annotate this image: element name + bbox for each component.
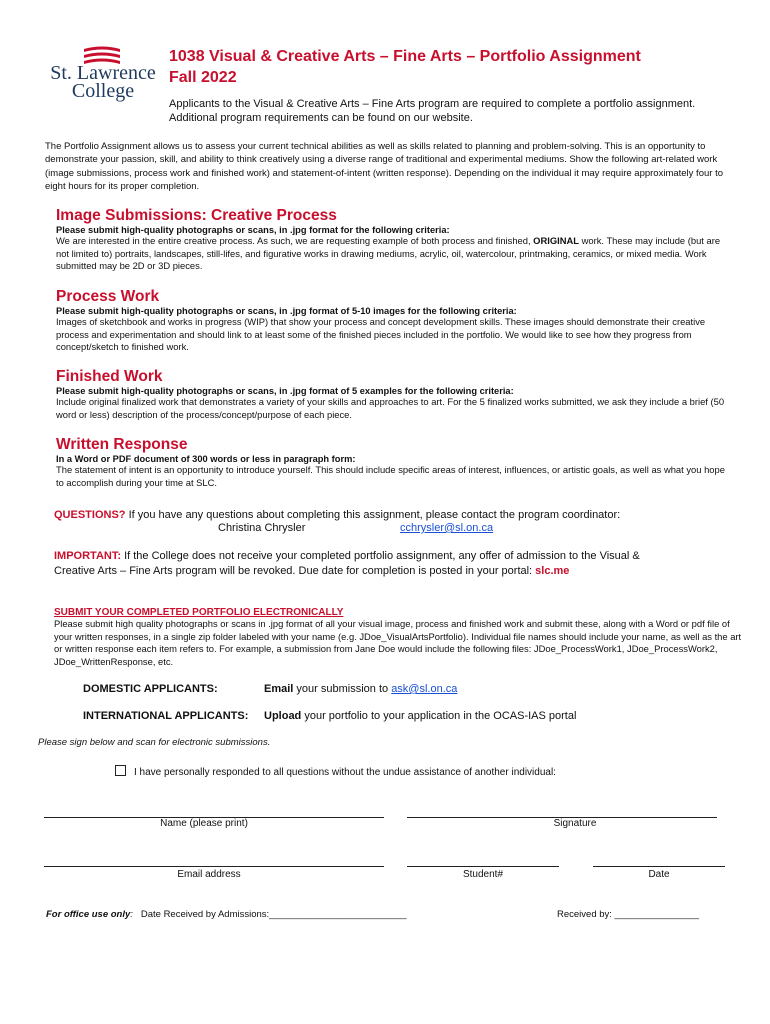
section-subheading: In a Word or PDF document of 300 words or less in paragraph form:: [56, 454, 356, 464]
section-written-response: [56, 436, 731, 489]
section-heading: Written Response: [56, 436, 188, 453]
important-text: If the College does not receive your completed portfolio assignment, any offer of admission to the Visual & Creative Arts – Fine Arts program will be revoked. Due date for completion is posted in your portal:: [54, 550, 640, 577]
important-label: IMPORTANT:: [54, 550, 122, 562]
section-body: We are interested in the entire creative process. As such, we are requesting example of both process and finished, ORIGINAL work. These may include (but are not limited to) portraits, landscapes, still-lifes, and figurative works in drawing mediums, acrylic, oil, watercolour, printmaking, ceramics, or mixed media. Work submitted may be 2D or 3D pieces.: [56, 235, 721, 272]
intro-text: Applicants to the Visual & Creative Arts – Fine Arts program are required to complete a portfolio assignment. Additional program requirements can be found on our website.: [169, 98, 696, 124]
section-process-work: [56, 288, 716, 354]
submit-body: Please submit high quality photographs or scans in .jpg format of all your visual image, process and finished work and submit these, along with a Word or pdf file of your written responses, in a single zip folder labeled with your name (e.g. JDoe_VisualArtsPortfolio). Individual file names should include your name, as well as the art or written response each item refers to. For example, a submission from Jane Doe would include the following files: JDoe_ProcessWork1, JDoe_ProcessWork2, JDoe_WrittenResponse, etc.: [54, 618, 742, 667]
overview-paragraph: The Portfolio Assignment allows us to assess your current technical abilities as well as skills related to planning and problem-solving. This is an opportunity to demonstrate your passion, skill, and ability to think creatively using a diverse range of traditional and experimental mediums. Show the following art-related work (image submissions, process work and finished work) and statement-of-intent (written response). Depending on the individual it may require approximately four to eight hours for its proper completion.: [45, 141, 723, 193]
important-notice: [54, 549, 664, 578]
declaration-row: [115, 765, 556, 778]
coordinator-email-link[interactable]: cchrysler@sl.on.ca: [400, 522, 494, 534]
questions-text: If you have any questions about completing this assignment, please contact the program coordinator:: [125, 509, 621, 521]
email-line[interactable]: [44, 866, 384, 867]
sign-note: Please sign below and scan for electronic submissions.: [38, 737, 271, 748]
section-heading: Process Work: [56, 288, 160, 305]
office-use-label: For office use only: [46, 909, 131, 920]
college-logo-text: [43, 64, 163, 100]
section-body: The statement of intent is an opportunity to introduce yourself. This should include specific areas of interest, influences, or artistic goals, as well as what you hope to accomplish during your time at SLC.: [56, 464, 725, 488]
title-line-2: Fall 2022: [169, 69, 237, 86]
submit-block: [54, 607, 744, 668]
section-body: Include original finalized work that demonstrates a variety of your skills and approaches to art. For the 5 finalized works submitted, we ask they include a brief (50 word or less) description of the process/concept/purpose of each piece.: [56, 396, 725, 420]
section-heading: Finished Work: [56, 368, 163, 385]
section-body: Images of sketchbook and works in progress (WIP) that show your process and concept development skills. These images should demonstrate their creative process and experimentation and should link to at least some of the finished pieces included in the portfolio. We would like to see how they progress from concept/sketch to finished work.: [56, 316, 706, 353]
domestic-label: DOMESTIC APPLICANTS:: [83, 683, 218, 695]
title-line-1: 1038 Visual & Creative Arts – Fine Arts – Portfolio Assignment: [169, 48, 641, 65]
logo-line-1: St. Lawrence: [50, 62, 156, 84]
student-number-line[interactable]: [407, 866, 559, 867]
portal-link[interactable]: slc.me: [535, 564, 570, 577]
section-image-submissions: [56, 207, 731, 273]
date-received-field: Date Received by Admissions:__________________________: [140, 909, 407, 920]
signature-field-label: Signature: [553, 818, 597, 829]
received-by-field: Received by: ________________: [557, 909, 700, 920]
coordinator-name: Christina Chrysler: [218, 522, 306, 534]
admissions-email-link[interactable]: ask@sl.on.ca: [391, 683, 458, 695]
date-field-label: Date: [648, 869, 670, 880]
section-subheading: Please submit high-quality photographs or scans, in .jpg format of 5-10 images for the following criteria:: [56, 306, 517, 316]
section-finished-work: [56, 368, 731, 421]
declaration-text: I have personally responded to all questions without the undue assistance of another individual:: [134, 767, 556, 778]
logo-line-2: College: [71, 80, 135, 102]
questions-block: [54, 508, 744, 523]
section-heading: Image Submissions: Creative Process: [56, 207, 337, 224]
international-label: INTERNATIONAL APPLICANTS:: [83, 710, 249, 722]
international-instructions: Upload your portfolio to your application in the OCAS-IAS portal: [264, 710, 577, 722]
date-line[interactable]: [593, 866, 725, 867]
office-use-block: For office use only: Date Received by Admissions:__________________________: [46, 909, 407, 920]
questions-label: QUESTIONS?: [54, 509, 126, 521]
student-number-label: Student#: [462, 869, 504, 880]
declaration-checkbox[interactable]: [115, 765, 126, 776]
domestic-instructions: Email your submission to ask@sl.on.ca: [264, 683, 458, 695]
email-field-label: Email address: [177, 869, 241, 880]
submit-heading: SUBMIT YOUR COMPLETED PORTFOLIO ELECTRONICALLY: [54, 607, 344, 618]
section-subheading: Please submit high-quality photographs or scans, in .jpg format for the following criteria:: [56, 225, 450, 235]
section-subheading: Please submit high-quality photographs or scans, in .jpg format of 5 examples for the following criteria:: [56, 386, 514, 396]
page-title: [169, 46, 729, 88]
name-field-label: Name (please print): [160, 818, 248, 829]
